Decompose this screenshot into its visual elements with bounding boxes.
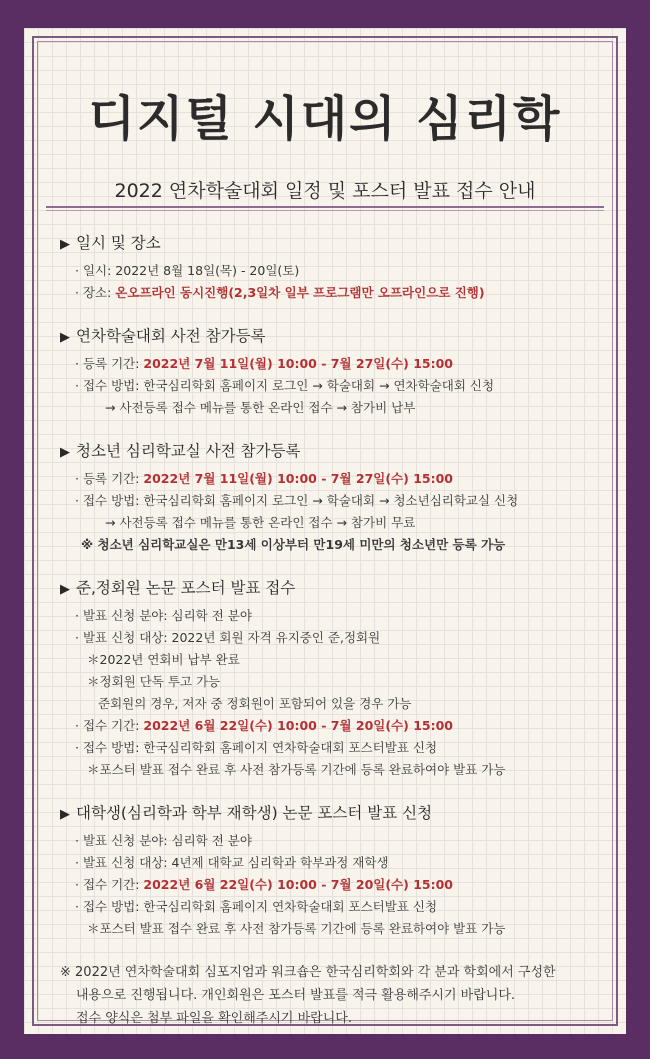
section-line: [60, 627, 602, 649]
section-heading-text: 연차학술대회 사전 참가등록: [76, 327, 266, 345]
section-line: [60, 671, 602, 693]
footer-note-line: ※ 2022년 연차학술대회 심포지엄과 워크숍은 한국심리학회와 각 분과 학회에서 구성한: [60, 965, 556, 980]
line-label: · 접수 방법:: [75, 378, 144, 393]
section-line: [60, 830, 602, 852]
section-4: [60, 577, 602, 781]
footer-note-line: 접수 양식은 첨부 파일을 확인해주시기 바랍니다.: [76, 1011, 352, 1026]
highlight-text: 2022년 6월 22일(수) 10:00 - 7월 20일(수) 15:00: [143, 877, 453, 892]
highlight-text: 2022년 7월 11일(월) 10:00 - 7월 27일(수) 15:00: [143, 471, 453, 486]
section-heading: [60, 325, 602, 347]
section-heading-text: 청소년 심리학교실 사전 참가등록: [76, 442, 301, 460]
triangle-bullet-icon: ▶: [60, 807, 70, 822]
notice-card: [24, 28, 626, 1034]
section-heading-text: 대학생(심리학과 학부 재학생) 논문 포스터 발표 신청: [76, 804, 433, 822]
line-label: · 접수 기간:: [75, 877, 144, 892]
line-label: · 발표 신청 대상:: [75, 630, 172, 645]
line-label: · 등록 기간:: [75, 356, 144, 371]
highlight-text: 2022년 6월 22일(수) 10:00 - 7월 20일(수) 15:00: [143, 718, 453, 733]
section-line: [60, 918, 602, 940]
section-line: [60, 693, 602, 715]
line-text: → 사전등록 접수 메뉴를 통한 온라인 접수 → 참가비 납부: [105, 400, 416, 415]
section-heading-text: 일시 및 장소: [76, 234, 161, 252]
section-5: [60, 802, 602, 940]
section-line: [60, 353, 602, 375]
line-text: 한국심리학회 홈페이지 로그인 → 학술대회 → 연차학술대회 신청: [143, 378, 495, 393]
section-line: [60, 852, 602, 874]
triangle-bullet-icon: ▶: [60, 445, 70, 460]
section-2: [60, 325, 602, 419]
section-heading: [60, 440, 602, 462]
highlight-text: 온오프라인 동시진행(2,3일차 일부 프로그램만 오프라인으로 진행): [115, 285, 485, 300]
section-line: [60, 896, 602, 918]
line-text: 심리학 전 분야: [171, 608, 252, 623]
section-heading: [60, 802, 602, 824]
line-label: · 발표 신청 분야:: [75, 833, 172, 848]
footer-note: [60, 961, 602, 1030]
section-heading-text: 준,정회원 논문 포스터 발표 접수: [76, 579, 296, 597]
line-text: ※ 청소년 심리학교실은 만13세 이상부터 만19세 미만의 청소년만 등록 가능: [81, 537, 506, 552]
section-line: [60, 397, 602, 419]
footer-note-line: 내용으로 진행됩니다. 개인회원은 포스터 발표를 적극 활용해주시기 바랍니다.: [76, 988, 516, 1003]
section-line: [60, 282, 602, 304]
section-line: [60, 605, 602, 627]
header-divider-thin: [46, 210, 604, 211]
section-heading: [60, 577, 602, 599]
line-text: 심리학 전 분야: [171, 833, 252, 848]
section-line: [60, 649, 602, 671]
line-text: 2022년 8월 18일(목) - 20일(토): [115, 263, 300, 278]
triangle-bullet-icon: ▶: [60, 330, 70, 345]
section-3: [60, 440, 602, 556]
section-heading: [60, 232, 602, 254]
line-text: 한국심리학회 홈페이지 연차학술대회 포스터발표 신청: [143, 899, 438, 914]
section-line: [60, 759, 602, 781]
section-line: [60, 260, 602, 282]
section-1: [60, 232, 602, 304]
section-line: [60, 737, 602, 759]
line-text: ＊정회원 단독 투고 가능: [87, 674, 221, 689]
line-text: 2022년 회원 자격 유지중인 준,정회원: [171, 630, 381, 645]
line-label: · 접수 방법:: [75, 899, 144, 914]
line-label: · 발표 신청 분야:: [75, 608, 172, 623]
highlight-text: 2022년 7월 11일(월) 10:00 - 7월 27일(수) 15:00: [143, 356, 453, 371]
triangle-bullet-icon: ▶: [60, 582, 70, 597]
line-text: 한국심리학회 홈페이지 연차학술대회 포스터발표 신청: [143, 740, 438, 755]
line-label: · 접수 방법:: [75, 740, 144, 755]
notice-content: [60, 232, 602, 1030]
section-line: [60, 375, 602, 397]
line-text: ＊포스터 발표 접수 완료 후 사전 참가등록 기간에 등록 완료하여야 발표 가능: [87, 921, 506, 936]
section-line: [60, 715, 602, 737]
line-label: · 등록 기간:: [75, 471, 144, 486]
line-text: 준회원의 경우, 저자 중 정회원이 포함되어 있을 경우 가능: [98, 696, 412, 711]
line-label: · 일시:: [75, 263, 116, 278]
line-text: ＊포스터 발표 접수 완료 후 사전 참가등록 기간에 등록 완료하여야 발표 가능: [87, 762, 506, 777]
line-text: ＊2022년 연회비 납부 완료: [87, 652, 240, 667]
section-line: [60, 874, 602, 896]
line-text: 한국심리학회 홈페이지 로그인 → 학술대회 → 청소년심리학교실 신청: [143, 493, 519, 508]
line-text: → 사전등록 접수 메뉴를 통한 온라인 접수 → 참가비 무료: [105, 515, 416, 530]
line-label: · 장소:: [75, 285, 116, 300]
section-line: [60, 468, 602, 490]
page-title: 디지털 시대의 심리학: [88, 91, 562, 147]
line-text: 4년제 대학교 심리학과 학부과정 재학생: [171, 855, 389, 870]
header-divider: [46, 206, 604, 208]
section-line: [60, 490, 602, 512]
line-label: · 접수 방법:: [75, 493, 144, 508]
page-subtitle: 2022 연차학술대회 일정 및 포스터 발표 접수 안내: [114, 180, 536, 202]
line-label: · 접수 기간:: [75, 718, 144, 733]
triangle-bullet-icon: ▶: [60, 237, 70, 252]
section-line: [60, 534, 602, 556]
line-label: · 발표 신청 대상:: [75, 855, 172, 870]
section-line: [60, 512, 602, 534]
